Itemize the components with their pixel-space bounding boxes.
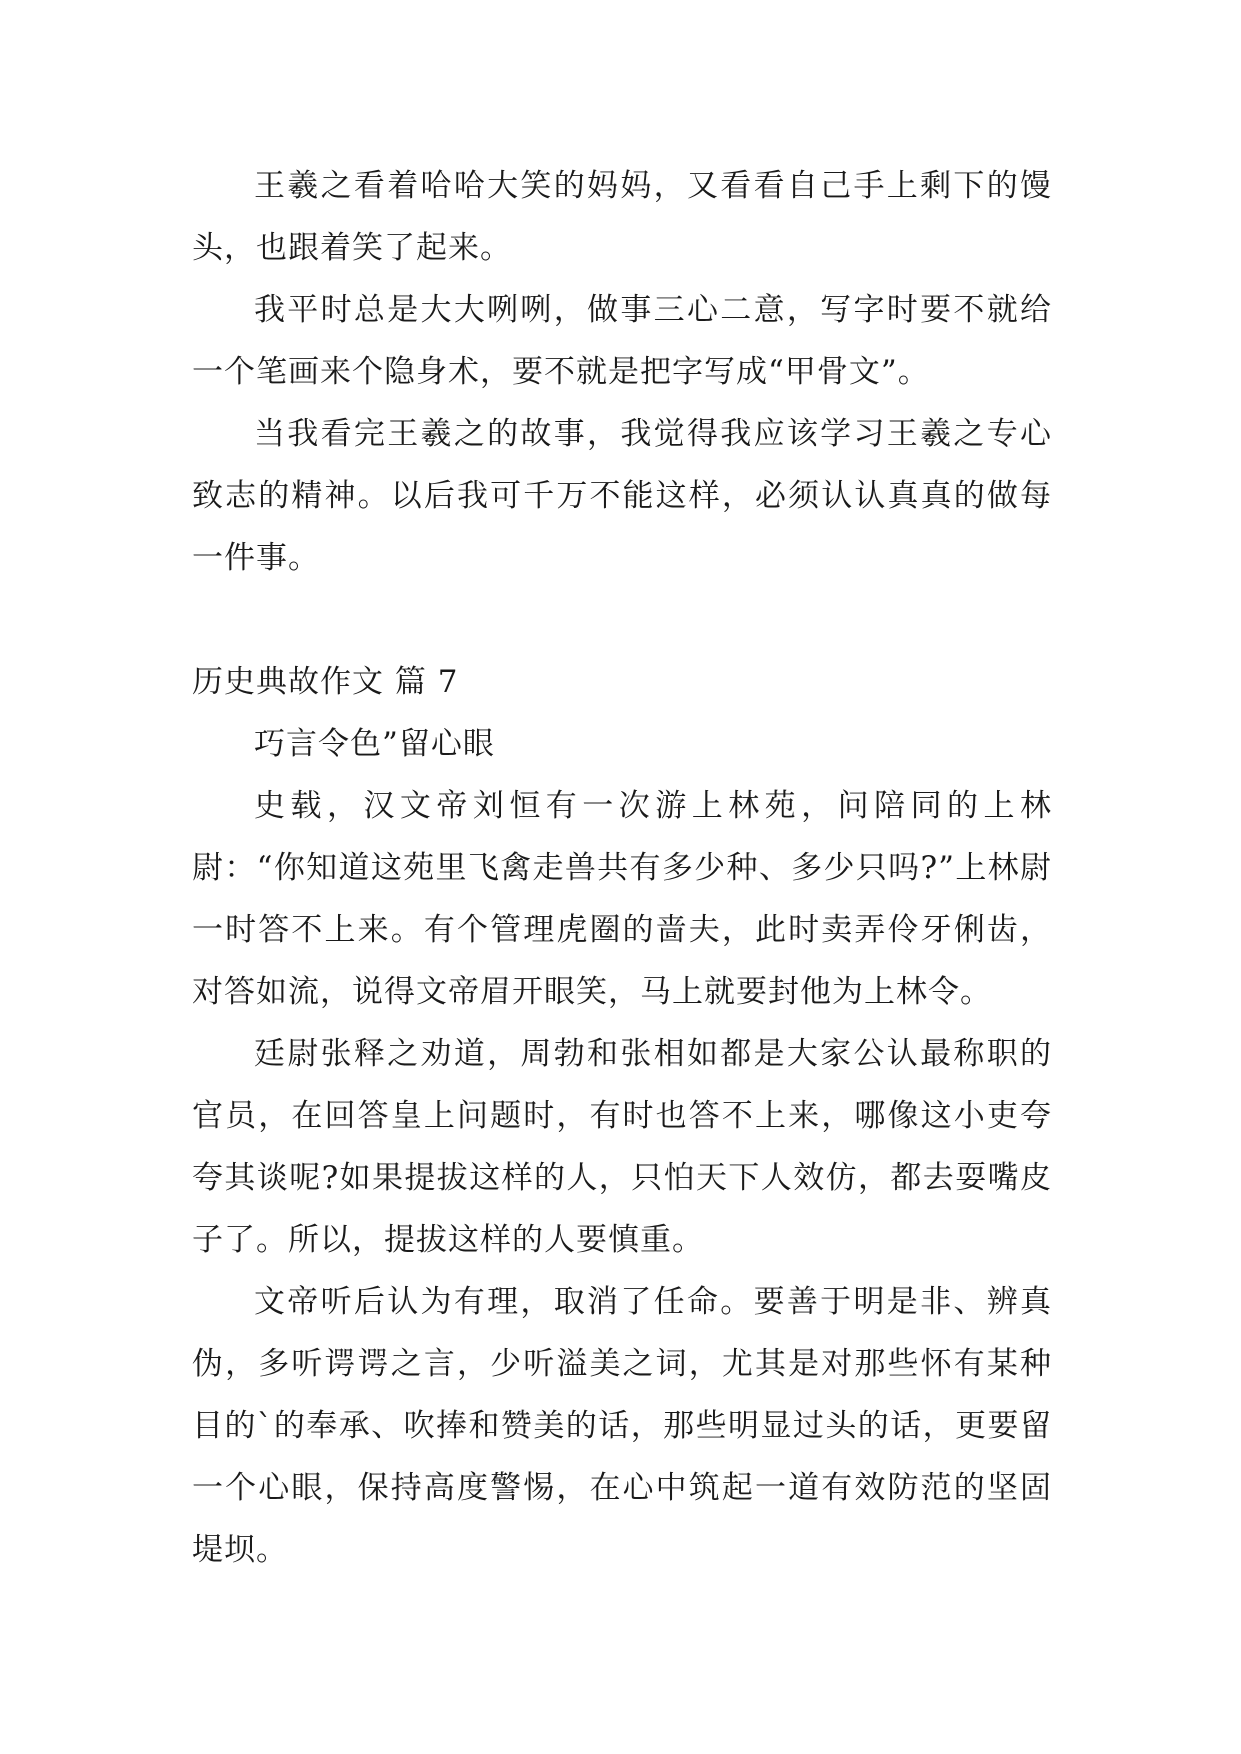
essay-title: 巧言令色”留心眼 bbox=[254, 726, 495, 762]
section-spacer bbox=[192, 589, 1052, 651]
paragraph: 廷尉张释之劝道，周勃和张相如都是大家公认最称职的官员，在回答皇上问题时，有时也答不上来，哪像这小吏夸夸其谈呢?如果提拔这样的人，只怕天下人效仿，都去耍嘴皮子了。所以，提拔这样的人要慎重。 bbox=[192, 1036, 1052, 1258]
document-page bbox=[192, 155, 1052, 1581]
paragraph: 文帝听后认为有理，取消了任命。要善于明是非、辨真伪，多听谔谔之言，少听溢美之词，尤其是对那些怀有某种目的`的奉承、吹捧和赞美的话，那些明显过头的话，更要留一个心眼，保持高度警惕，在心中筑起一道有效防范的坚固堤坝。 bbox=[192, 1284, 1052, 1568]
section-heading: 历史典故作文 篇 7 bbox=[192, 664, 459, 700]
paragraph: 王羲之看着哈哈大笑的妈妈，又看看自己手上剩下的馒头，也跟着笑了起来。 bbox=[192, 168, 1052, 266]
paragraph: 史载，汉文帝刘恒有一次游上林苑，问陪同的上林尉：“你知道这苑里飞禽走兽共有多少种、多少只吗?”上林尉一时答不上来。有个管理虎圈的啬夫，此时卖弄伶牙俐齿，对答如流，说得文帝眉开眼笑，马上就要封他为上林令。 bbox=[192, 788, 1052, 1010]
paragraph: 当我看完王羲之的故事，我觉得我应该学习王羲之专心致志的精神。以后我可千万不能这样，必须认认真真的做每一件事。 bbox=[192, 416, 1052, 576]
paragraph: 我平时总是大大咧咧，做事三心二意，写字时要不就给一个笔画来个隐身术，要不就是把字写成“甲骨文”。 bbox=[192, 292, 1052, 390]
